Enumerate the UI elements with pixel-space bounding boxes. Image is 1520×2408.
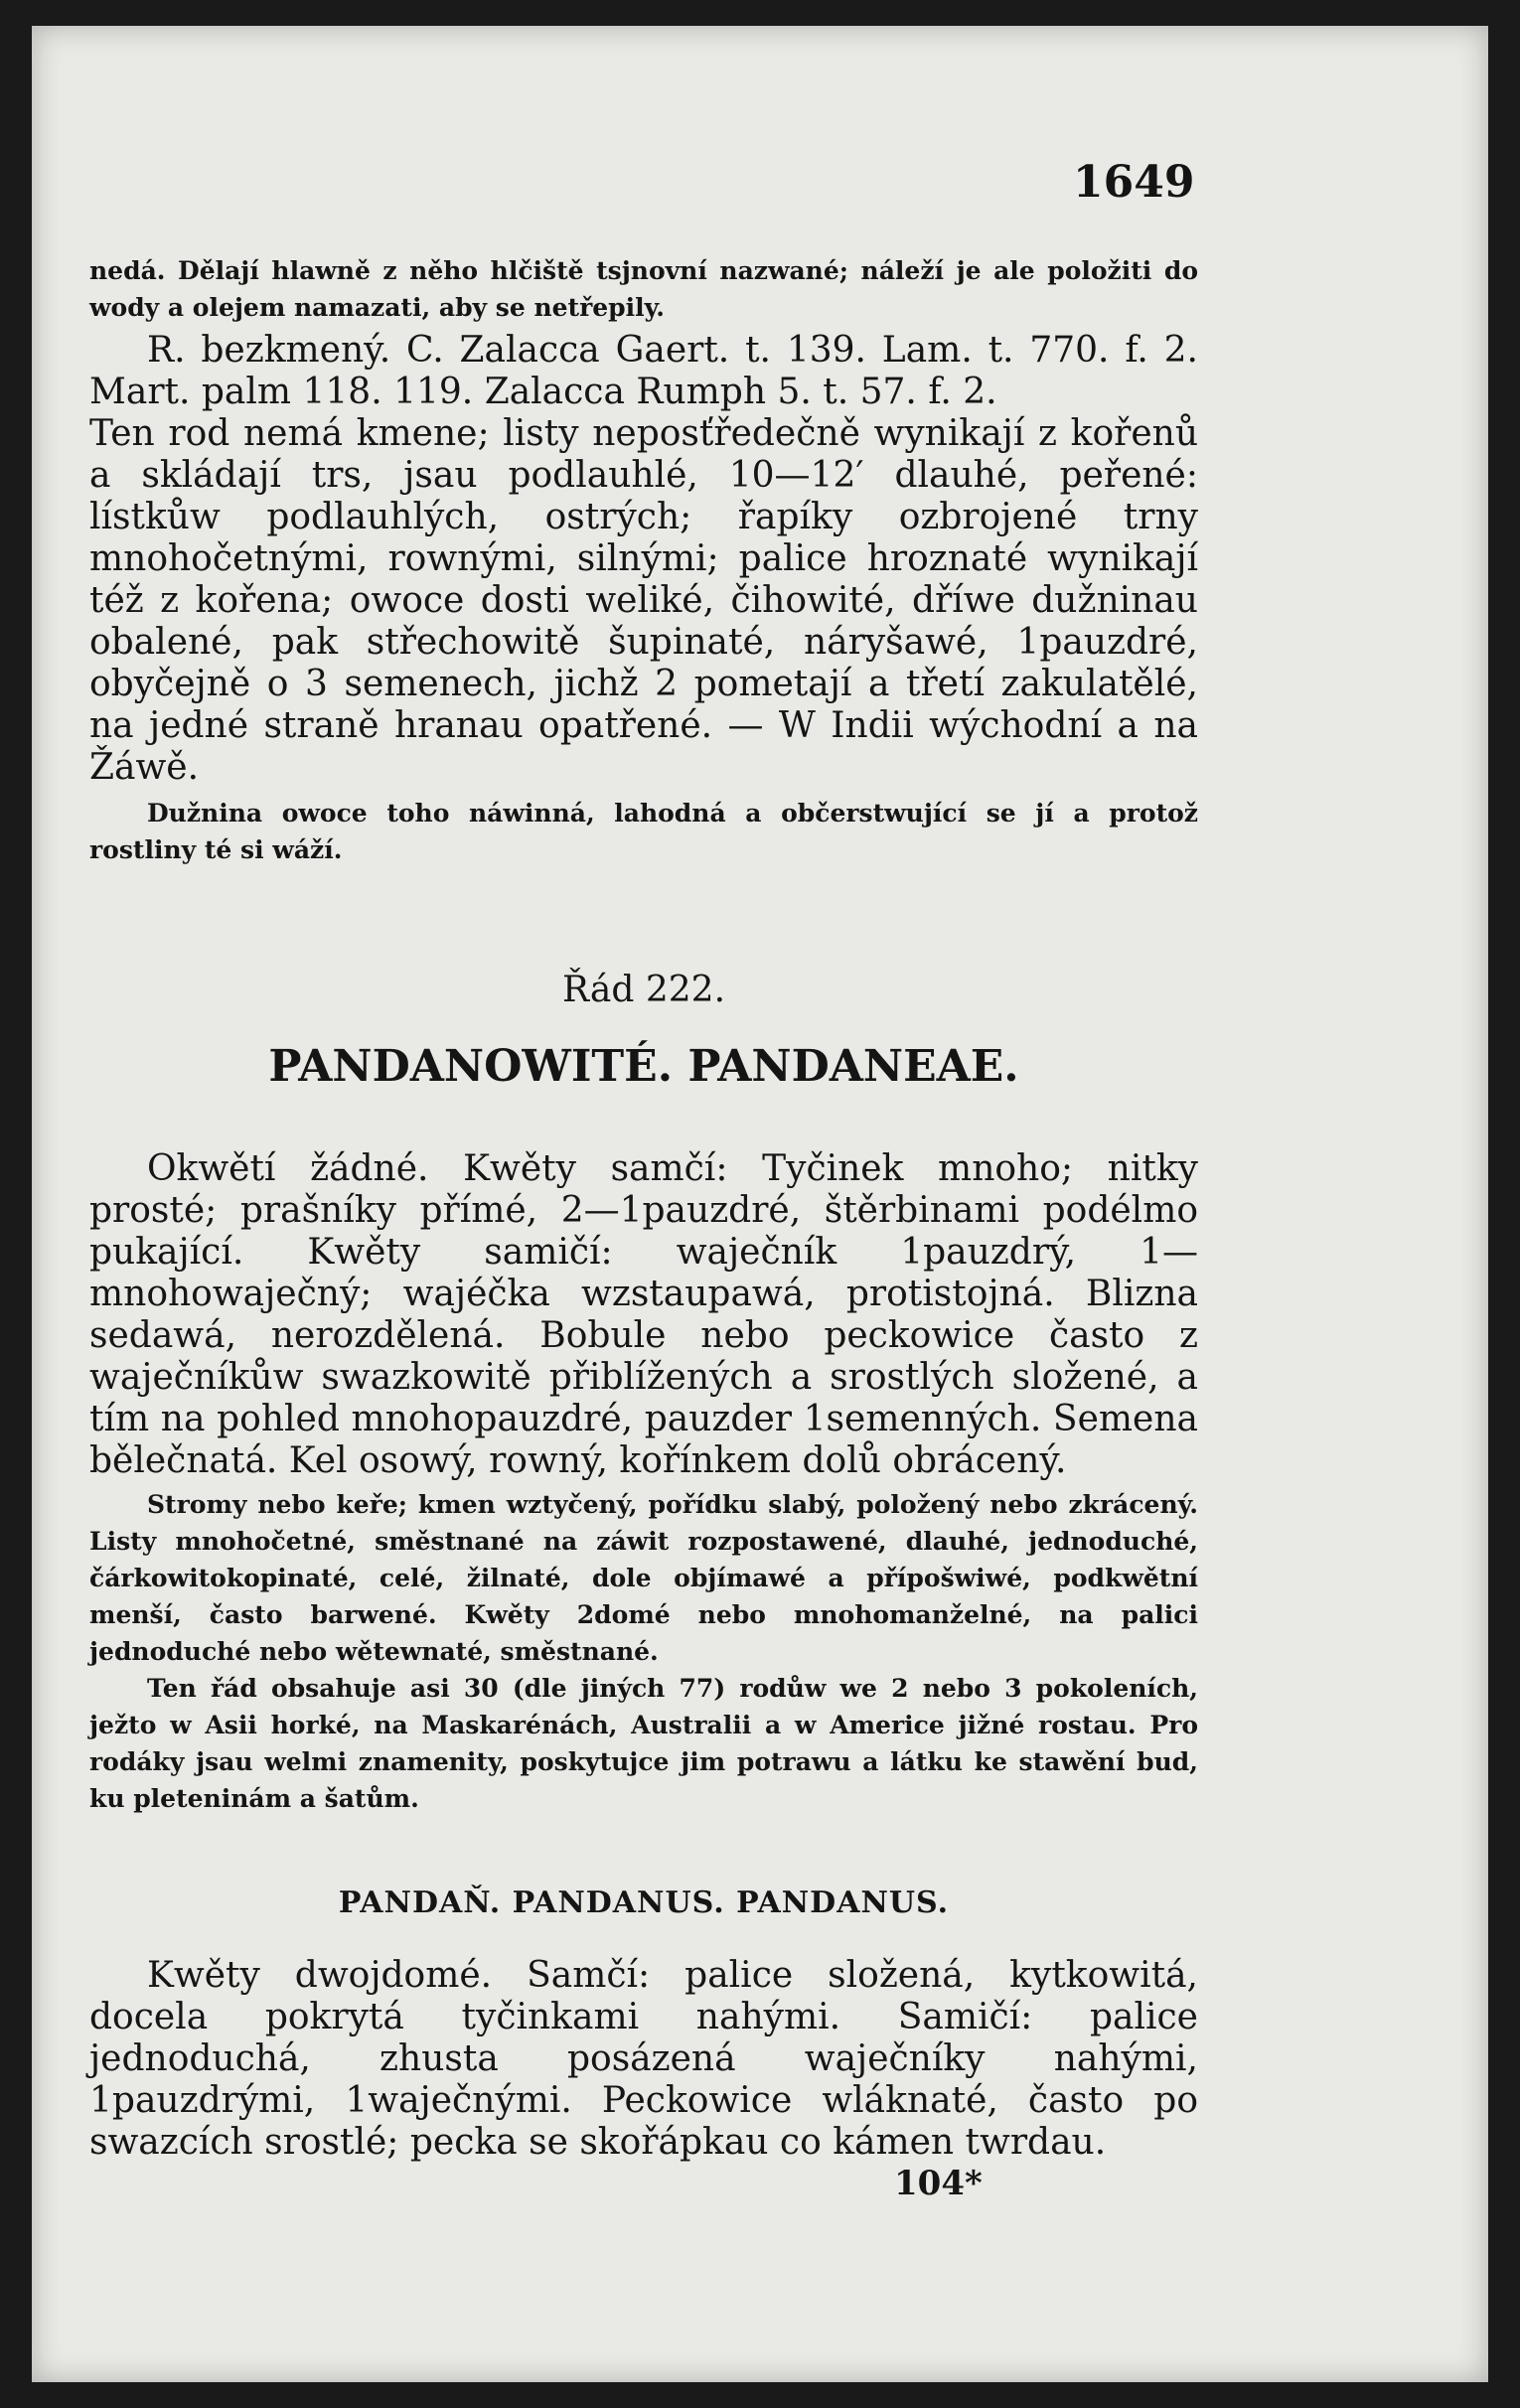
order-description: Okwětí žádné. Kwěty samčí: Tyčinek mnoho; nitky prosté; prašníky přímé, 2—1pauzdré, štěrbinami podélmo pukající. Kwěty samičí: waječník 1pauzdrý, 1—mnohowaječný; wajéčka wzstaupawá, protistojná. Blizna sedawá, nerozdělená. Bobule nebo peckowice často z waječníkůw swazkowitě přiblížených a srostlých složené, a tím na pohled mnohopauzdré, pauzder 1semenných. Semena bělečnatá. Kel osowý, rowný, kořínkem dolů obrácený. — [89, 1148, 1198, 1481]
book-page — [32, 26, 1488, 2382]
genus-description: Ten rod nemá kmene; listy neposťředečně wynikají z kořenů a skládají trs, jsau podlauhlé, 10—12′ dlauhé, peřené: lístkůw podlauhlých, ostrých; řapíky ozbrojené trny mnohočetnými, rownými, silnými; palice hroznaté wynikají též z kořena; owoce dosti weliké, čihowité, dříwe dužninau obalené, pak střechowitě šupinaté, náryšawé, 1pauzdré, obyčejně o 3 semenech, jichž 2 pometají a třetí zakulatělé, na jedné straně hranau opatřené. — W Indii wýchodní a na Žáwě. — [89, 413, 1198, 788]
genus2-heading: PANDAŇ. PANDANUS. PANDANUS. — [338, 1885, 950, 1920]
order-label: Řád 222. — [561, 970, 726, 1010]
top-note-block — [89, 252, 1198, 326]
family-title: PANDANOWITÉ. PANDANEAE. — [268, 1041, 1019, 1092]
genus-reference-line: R. bezkmený. C. Zalacca Gaert. t. 139. Lam. t. 770. f. 2. Mart. palm 118. 119. Zalacca Rumph 5. t. 57. f. 2. — [89, 330, 1198, 412]
order-description-block — [89, 1148, 1198, 1817]
page-number: 1649 — [1073, 157, 1195, 208]
order-note-2: Ten řád obsahuje asi 30 (dle jiných 77) rodůw we 2 nebo 3 pokoleních, ježto w Asii horké, na Maskarénách, Australii a w Americe jižné rostau. Pro rodáky jsau welmi znamenity, poskytujce jim potrawu a látku ke stawění bud, ku pleteninám a šatům. — [89, 1674, 1198, 1813]
genus-note: Dužnina owoce toho náwinná, lahodná a občerstwující se jí a protož rostliny té si wáží. — [89, 799, 1198, 864]
genus2-description: Kwěty dwojdomé. Samčí: palice složená, kytkowitá, docela pokrytá tyčinkami nahými. Samičí: palice jednoduchá, zhusta posázená waječníky nahými, 1pauzdrými, 1waječnými. Peckowice wláknaté, často po swazcích srostlé; pecka se skořápkau co kámen twrdau. — [89, 1955, 1198, 2163]
genus2-block — [89, 1955, 1198, 2164]
printer-signature: 104* — [894, 2164, 983, 2203]
genus-block — [89, 330, 1198, 868]
order-note-1: Stromy nebo keře; kmen wztyčený, pořídku slabý, položený nebo zkrácený. Listy mnohočetné, směstnané na záwit rozpostawené, dlauhé, jednoduché, čárkowitokopinaté, celé, žilnaté, dole objímawé a přípošwiwé, podkwětní menší, často barwené. Kwěty 2domé nebo mnohomanželné, na palici jednoduché nebo wětewnaté, směstnané. — [89, 1490, 1198, 1666]
top-note: nedá. Dělají hlawně z něho hlčiště tsjnovní nazwané; náleží je ale položiti do wody a olejem namazati, aby se netřepily. — [89, 256, 1198, 322]
